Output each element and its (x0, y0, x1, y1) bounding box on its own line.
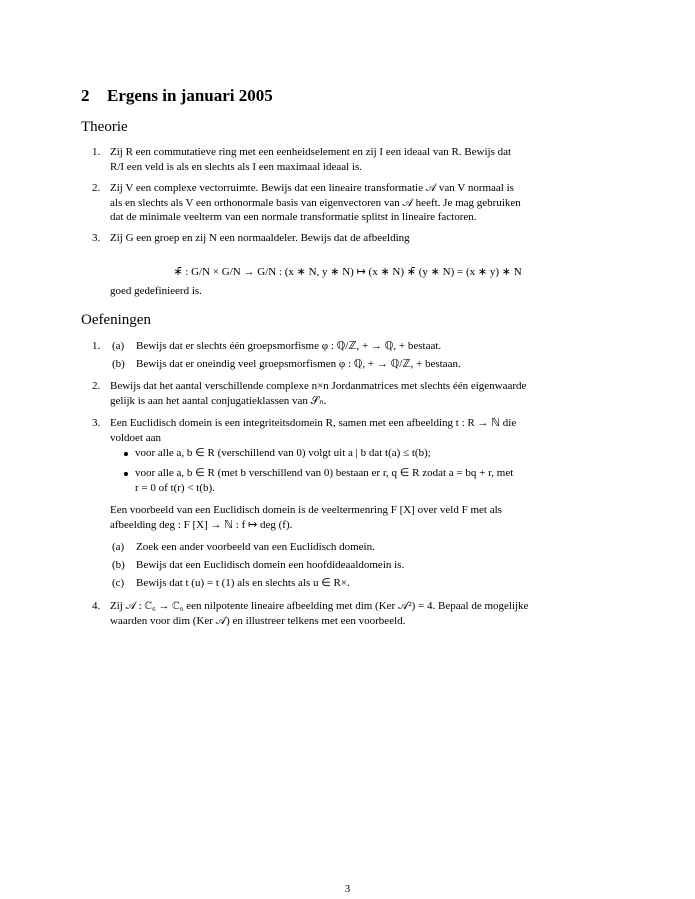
oef-item-1b: Bewijs dat er oneindig veel groepsmorfismen φ : ℚ, + → ℚ/ℤ, + bestaan. (136, 358, 461, 370)
oef-item-3-bullet-2-line-1: voor alle a, b ∈ R (met b verschillend van 0) bestaan er r, q ∈ R zodat a = bq + r, met (135, 467, 514, 479)
theorie-item-2-line-1: Zij V een complexe vectorruimte. Bewijs dat een lineaire transformatie 𝒜 van V normaal is (110, 182, 514, 194)
oef-item-3-intro-line-1: Een Euclidisch domein is een integriteitsdomein R, samen met een afbeelding t : R → ℕ die (110, 417, 517, 429)
oef-item-3-intro (110, 416, 573, 445)
oef-item-2-line-2: gelijk is aan het aantal conjugatieklassen van 𝒮ₙ. (110, 394, 327, 407)
theorie-item-3 (110, 231, 573, 246)
theorie-item-1 (110, 145, 573, 174)
oef-item-1a-label: (a) (112, 340, 125, 352)
oef-item-3-bullet-2-line-2: r = 0 of t(r) < t(b). (135, 481, 215, 494)
oef-item-3a: Zoek een ander voorbeeld van een Euclidisch domein. (136, 541, 375, 553)
theorie-item-2 (110, 181, 573, 225)
oef-item-3-intro-line-2: voldoet aan (110, 431, 162, 444)
oef-item-2 (110, 379, 573, 408)
theorie-item-2-label: 2. (92, 182, 101, 194)
oef-item-3-label: 3. (92, 417, 101, 429)
theorie-item-2-line-2: als en slechts als V een orthonormale basis van eigenvectoren van 𝒜 heeft. Je mag gebruiken (110, 196, 521, 209)
theorie-item-3-label: 3. (92, 232, 101, 244)
theorie-item-3-after: goed gedefinieerd is. (110, 285, 202, 297)
oefeningen-heading: Oefeningen (81, 312, 151, 328)
oef-item-3-bullet-1-line-1: voor alle a, b ∈ R (verschillend van 0) volgt uit a | b dat t(a) ≤ t(b); (135, 447, 431, 459)
oef-item-2-label: 2. (92, 380, 101, 392)
oef-item-1a: Bewijs dat er slechts één groepsmorfisme φ : ℚ/ℤ, + → ℚ, + bestaat. (136, 340, 442, 352)
bullet-dot-2 (124, 472, 128, 476)
oef-item-3a-label: (a) (112, 541, 125, 553)
oef-item-3-bullet-2 (135, 466, 573, 495)
oef-item-4 (110, 599, 573, 628)
theorie-heading: Theorie (81, 119, 128, 135)
oef-item-2-line-1: Bewijs dat het aantal verschillende complexe n×n Jordanmatrices met slechts één eigenwaarde (110, 380, 527, 392)
theorie-item-1-label: 1. (92, 146, 101, 158)
oef-item-3c-label: (c) (112, 577, 125, 589)
section-title-text: Ergens in januari 2005 (107, 86, 273, 105)
theorie-item-1-line-1: Zij R een commutatieve ring met een eenheidselement en zij I een ideaal van R. Bewijs dat (110, 146, 512, 158)
theorie-item-3-formula: ∗̄ : G/N × G/N → G/N : (x ∗ N, y ∗ N) ↦ (x ∗ N) ∗̄ (y ∗ N) = (x ∗ y) ∗ N (173, 266, 522, 278)
oef-item-3-example-line-1: Een voorbeeld van een Euclidisch domein is de veeltermenring F [X] over veld F met als (110, 504, 502, 516)
section-title (81, 86, 273, 106)
oef-item-4-line-2: waarden voor dim (Ker 𝒜) en illustreer telkens met een voorbeeld. (110, 614, 406, 627)
oef-item-3b-label: (b) (112, 559, 125, 571)
theorie-item-1-line-2: R/I een veld is als en slechts als I een maximaal ideaal is. (110, 160, 363, 173)
oef-item-3-example-line-2: afbeelding deg : F [X] → ℕ : f ↦ deg (f). (110, 518, 293, 531)
bullet-dot-1 (124, 452, 128, 456)
oef-item-3-bullet-1 (135, 446, 573, 461)
page-number: 3 (344, 883, 351, 895)
oef-item-4-label: 4. (92, 600, 101, 612)
oef-item-3c: Bewijs dat t (u) = t (1) als en slechts als u ∈ R×. (136, 577, 350, 589)
oef-item-3b: Bewijs dat een Euclidisch domein een hoofdideaaldomein is. (136, 559, 405, 571)
oef-item-1-label: 1. (92, 340, 101, 352)
theorie-item-2-line-3: dat de minimale veelterm van een normale transformatie splitst in lineaire factoren. (110, 211, 477, 224)
oef-item-1b-label: (b) (112, 358, 125, 370)
theorie-item-3-line-1: Zij G een groep en zij N een normaaldeler. Bewijs dat de afbeelding (110, 232, 410, 244)
oef-item-4-line-1: Zij 𝒜 : ℂ₆ → ℂ₆ een nilpotente lineaire afbeelding met dim (Ker 𝒜²) = 4. Bepaal de mogelijke (110, 600, 529, 612)
section-number: 2 (81, 86, 90, 105)
oef-item-3-example (110, 503, 573, 532)
